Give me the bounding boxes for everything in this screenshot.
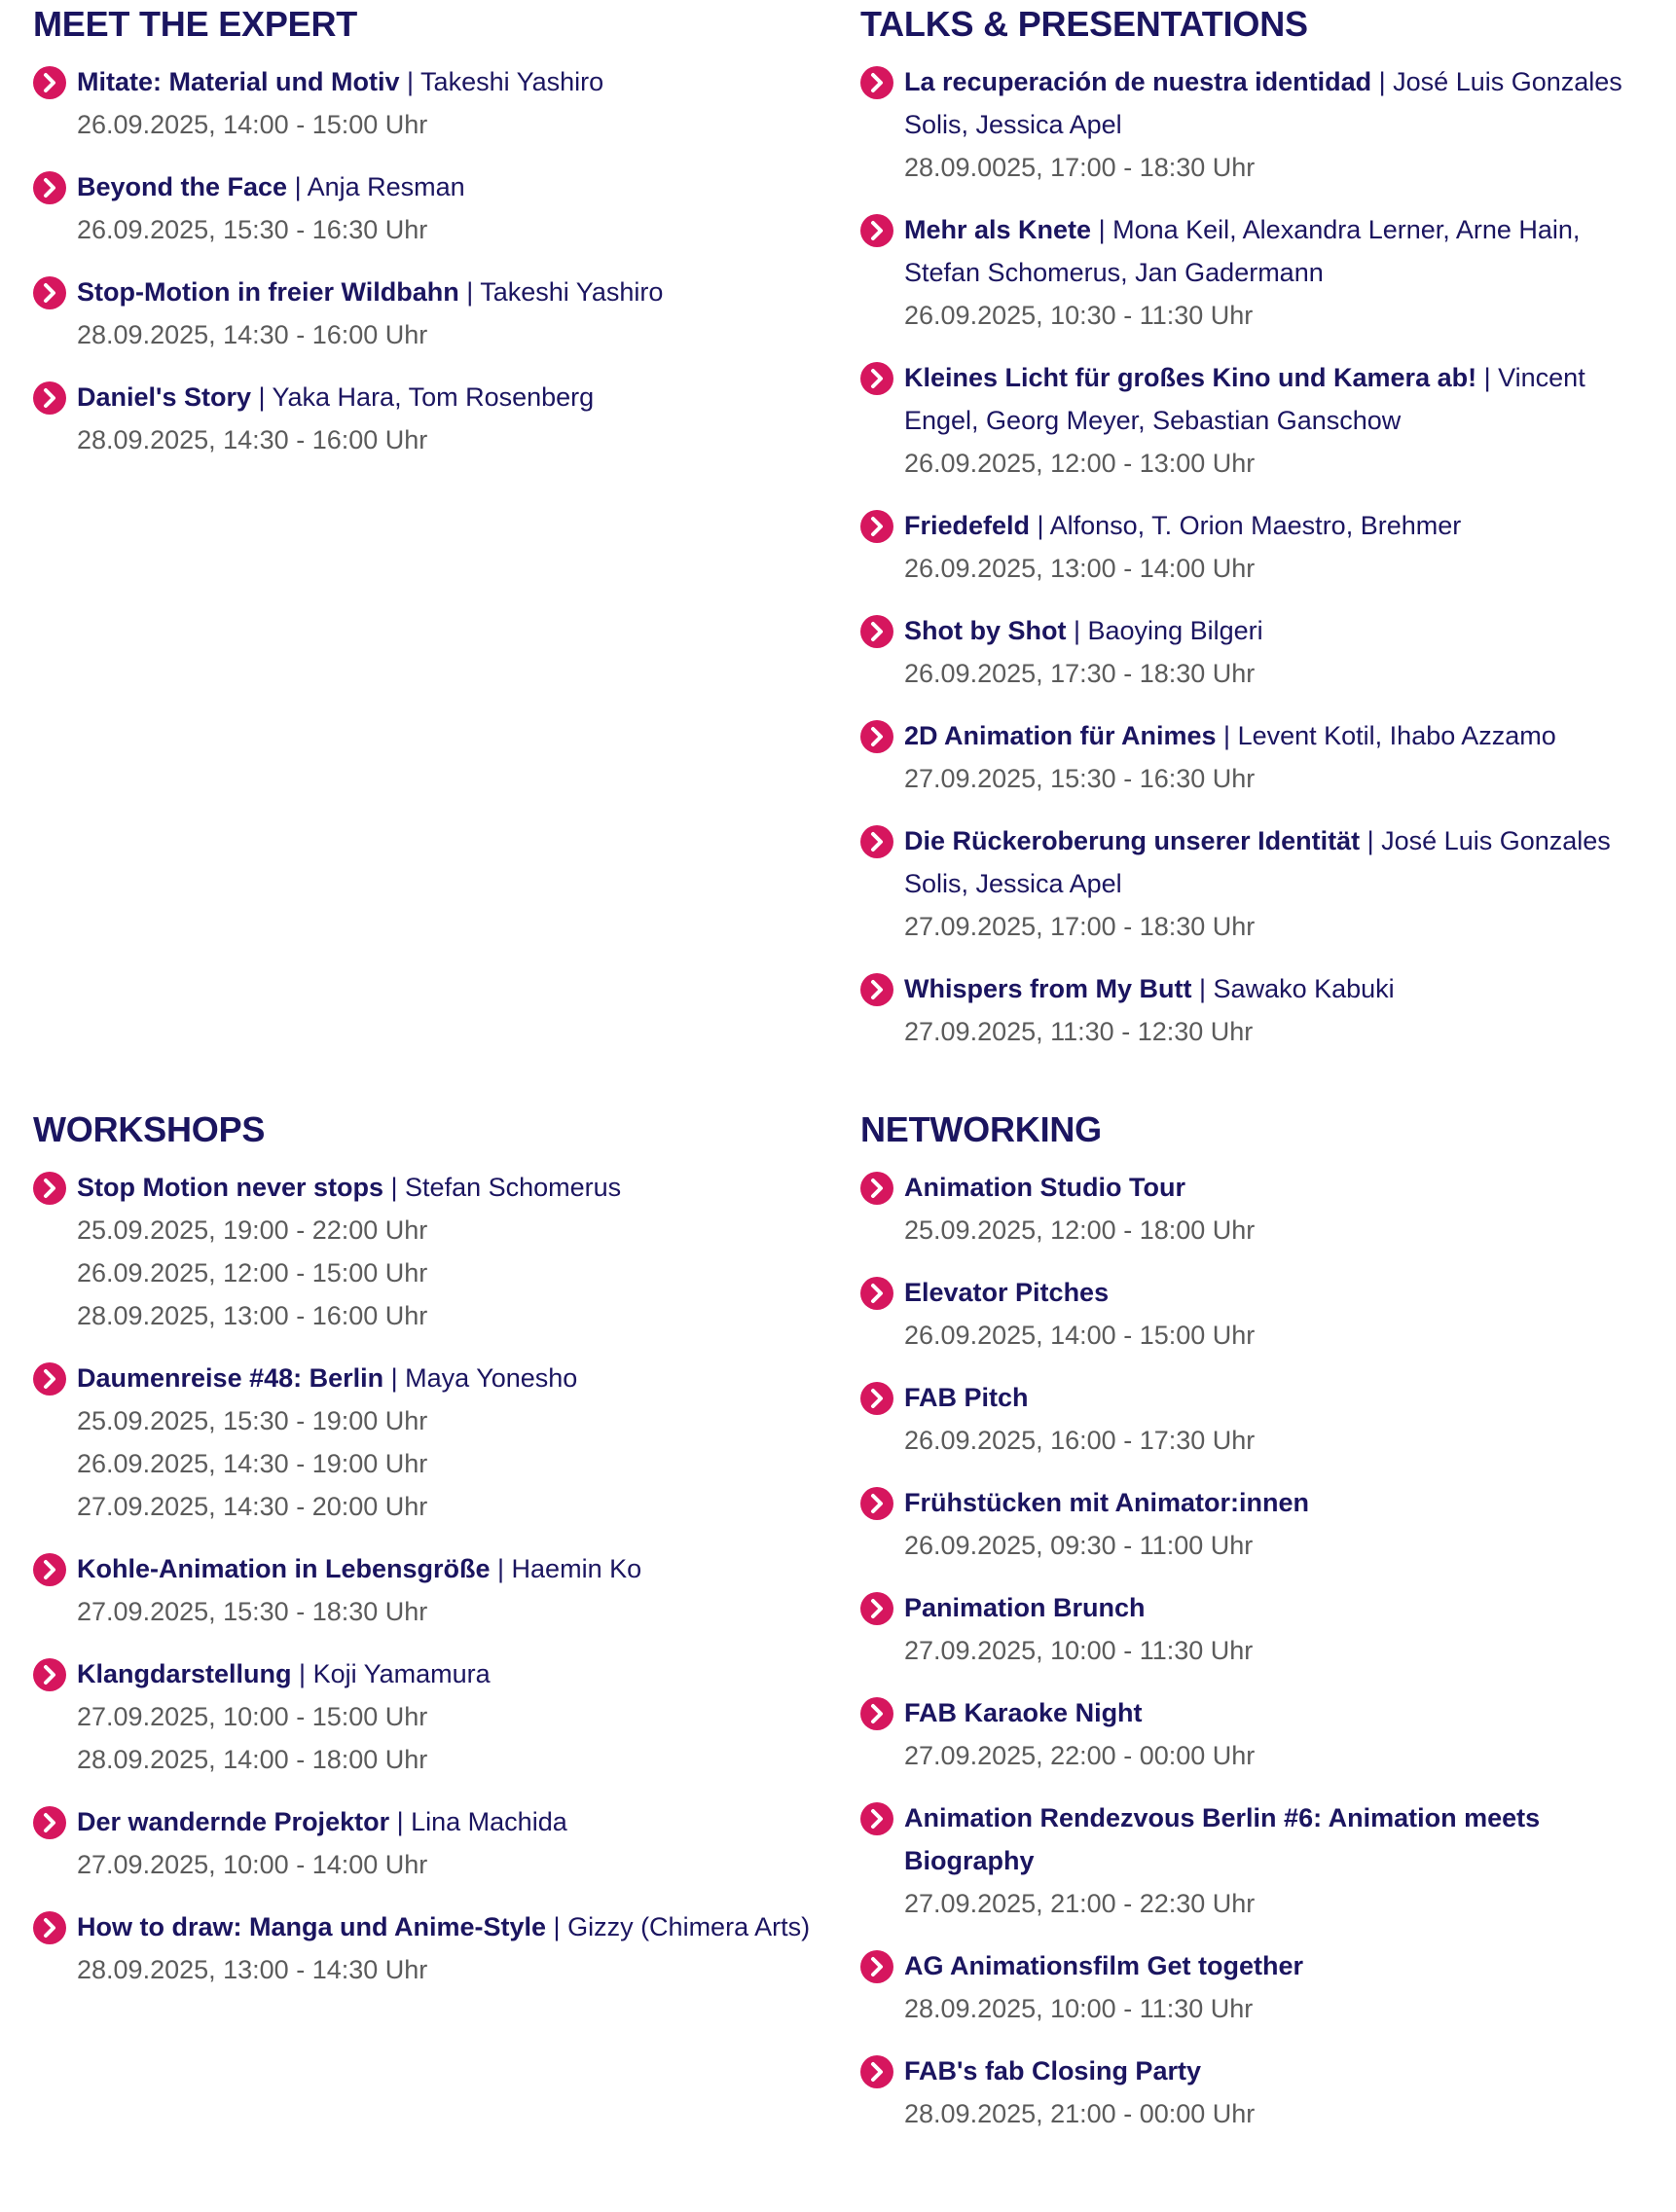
- event-title[interactable]: Animation Studio Tour: [904, 1173, 1185, 1202]
- event-title[interactable]: AG Animationsfilm Get together: [904, 1951, 1304, 1980]
- chevron-right-circle-icon: [860, 1802, 893, 1835]
- chevron-right-circle-icon: [860, 2055, 893, 2088]
- event-title[interactable]: Frühstücken mit Animator:innen: [904, 1488, 1310, 1517]
- chevron-right-circle-icon: [860, 66, 893, 99]
- event-date: 27.09.2025, 15:30 - 16:30 Uhr: [904, 764, 1256, 793]
- event-title[interactable]: Die Rückeroberung unserer Identität: [904, 826, 1361, 855]
- event-separator: |: [291, 1659, 313, 1688]
- event-heading: [77, 1800, 567, 1843]
- event-date: 27.09.2025, 22:00 - 00:00 Uhr: [904, 1741, 1256, 1770]
- event-date: 26.09.2025, 10:30 - 11:30 Uhr: [904, 301, 1254, 330]
- event-heading: [77, 376, 594, 418]
- event-heading: [904, 819, 1644, 905]
- event-date: 27.09.2025, 14:30 - 20:00 Uhr: [77, 1492, 428, 1521]
- event-people: Haemin Ko: [511, 1554, 642, 1583]
- event-heading: [904, 967, 1395, 1010]
- event-date: 27.09.2025, 15:30 - 18:30 Uhr: [77, 1597, 428, 1626]
- event-people: Yaka Hara, Tom Rosenberg: [272, 382, 595, 412]
- section-title: WORKSHOPS: [33, 1109, 266, 1149]
- event-title[interactable]: Stop Motion never stops: [77, 1173, 384, 1202]
- section-title: NETWORKING: [860, 1109, 1102, 1149]
- event-people: Koji Yamamura: [312, 1659, 491, 1688]
- event-title[interactable]: Mitate: Material und Motiv: [77, 67, 400, 96]
- event-date: 26.09.2025, 16:00 - 17:30 Uhr: [904, 1426, 1256, 1455]
- event-title[interactable]: How to draw: Manga und Anime-Style: [77, 1912, 547, 1941]
- chevron-right-circle-icon: [33, 66, 66, 99]
- event-heading: [77, 1547, 641, 1590]
- event-heading: [904, 60, 1644, 146]
- chevron-right-circle-icon: [860, 214, 893, 247]
- event-title[interactable]: Mehr als Knete: [904, 215, 1092, 244]
- event-heading: [904, 1166, 1185, 1209]
- event-date: 28.09.2025, 14:00 - 18:00 Uhr: [77, 1745, 428, 1774]
- event-date: 28.09.0025, 17:00 - 18:30 Uhr: [904, 153, 1256, 182]
- event-date: 28.09.2025, 21:00 - 00:00 Uhr: [904, 2099, 1256, 2128]
- event-title[interactable]: Animation Rendezvous Berlin #6: Animation meets Biography: [904, 1803, 1541, 1875]
- event-heading: [904, 2049, 1201, 2092]
- event-separator: |: [546, 1912, 568, 1941]
- event-date: 26.09.2025, 09:30 - 11:00 Uhr: [904, 1531, 1254, 1560]
- event-heading: [904, 208, 1605, 294]
- chevron-right-circle-icon: [860, 1697, 893, 1730]
- event-people: Baoying Bilgeri: [1087, 616, 1263, 645]
- event-title[interactable]: Klangdarstellung: [77, 1659, 292, 1688]
- chevron-right-circle-icon: [33, 1806, 66, 1839]
- event-date: 27.09.2025, 10:00 - 15:00 Uhr: [77, 1702, 428, 1731]
- event-people: Takeshi Yashiro: [480, 277, 664, 307]
- event-people: Vincent Engel, Georg Meyer, Sebastian Ganschow: [904, 363, 1585, 435]
- event-date: 27.09.2025, 10:00 - 14:00 Uhr: [77, 1850, 428, 1879]
- event-heading: [77, 1166, 621, 1209]
- chevron-right-circle-icon: [860, 615, 893, 648]
- event-title[interactable]: FAB Pitch: [904, 1383, 1029, 1412]
- chevron-right-circle-icon: [860, 1382, 893, 1415]
- event-people: Anja Resman: [307, 172, 465, 201]
- event-separator: |: [458, 277, 481, 307]
- event-date: 27.09.2025, 21:00 - 22:30 Uhr: [904, 1889, 1256, 1918]
- chevron-right-circle-icon: [33, 1362, 66, 1396]
- event-people: Gizzy (Chimera Arts): [567, 1912, 811, 1941]
- event-date: 26.09.2025, 14:00 - 15:00 Uhr: [904, 1321, 1256, 1350]
- event-date: 27.09.2025, 10:00 - 11:30 Uhr: [904, 1636, 1254, 1665]
- event-date: 27.09.2025, 17:00 - 18:30 Uhr: [904, 912, 1256, 941]
- event-date: 28.09.2025, 10:00 - 11:30 Uhr: [904, 1994, 1254, 2023]
- event-title[interactable]: 2D Animation für Animes: [904, 721, 1217, 750]
- event-title[interactable]: Der wandernde Projektor: [77, 1807, 390, 1836]
- event-title[interactable]: Friedefeld: [904, 511, 1031, 540]
- chevron-right-circle-icon: [860, 1950, 893, 1983]
- chevron-right-circle-icon: [860, 1172, 893, 1205]
- event-people: Takeshi Yashiro: [420, 67, 604, 96]
- event-people: Mona Keil, Alexandra Lerner, Arne Hain, Stefan Schomerus, Jan Gadermann: [904, 215, 1581, 287]
- event-title[interactable]: Daumenreise #48: Berlin: [77, 1363, 384, 1393]
- event-heading: [904, 714, 1556, 757]
- chevron-right-circle-icon: [33, 1172, 66, 1205]
- event-title[interactable]: FAB Karaoke Night: [904, 1698, 1143, 1727]
- event-date: 28.09.2025, 14:30 - 16:00 Uhr: [77, 320, 428, 349]
- event-separator: |: [250, 382, 273, 412]
- event-heading: [904, 609, 1263, 652]
- event-separator: |: [1476, 363, 1499, 392]
- event-heading: [904, 1271, 1109, 1314]
- event-date: 28.09.2025, 14:30 - 16:00 Uhr: [77, 425, 428, 454]
- event-people: Lina Machida: [411, 1807, 567, 1836]
- event-date: 28.09.2025, 13:00 - 16:00 Uhr: [77, 1301, 428, 1330]
- event-title[interactable]: Shot by Shot: [904, 616, 1067, 645]
- event-people: José Luis Gonzales Solis, Jessica Apel: [904, 826, 1611, 898]
- event-date: 28.09.2025, 13:00 - 14:30 Uhr: [77, 1955, 428, 1984]
- event-separator: |: [490, 1554, 512, 1583]
- event-separator: |: [1216, 721, 1238, 750]
- chevron-right-circle-icon: [33, 381, 66, 415]
- event-people: Alfonso, T. Orion Maestro, Brehmer: [1049, 511, 1462, 540]
- event-heading: [77, 1652, 491, 1695]
- event-date: 26.09.2025, 17:30 - 18:30 Uhr: [904, 659, 1256, 688]
- event-separator: |: [389, 1807, 412, 1836]
- chevron-right-circle-icon: [33, 1911, 66, 1944]
- chevron-right-circle-icon: [33, 276, 66, 309]
- chevron-right-circle-icon: [860, 973, 893, 1006]
- event-heading: [77, 1905, 810, 1948]
- section-title: TALKS & PRESENTATIONS: [860, 4, 1308, 44]
- chevron-right-circle-icon: [860, 1487, 893, 1520]
- event-heading: [904, 504, 1461, 547]
- event-separator: |: [383, 1363, 406, 1393]
- chevron-right-circle-icon: [860, 362, 893, 395]
- event-title[interactable]: Whispers from My Butt: [904, 974, 1192, 1003]
- chevron-right-circle-icon: [33, 1553, 66, 1586]
- event-people: Maya Yonesho: [405, 1363, 578, 1393]
- event-heading: [904, 1376, 1029, 1419]
- event-date: 26.09.2025, 14:00 - 15:00 Uhr: [77, 110, 428, 139]
- event-title[interactable]: Elevator Pitches: [904, 1278, 1110, 1307]
- event-heading: [77, 60, 603, 103]
- event-date: 26.09.2025, 14:30 - 19:00 Uhr: [77, 1449, 428, 1478]
- event-date: 26.09.2025, 12:00 - 13:00 Uhr: [904, 449, 1256, 478]
- event-separator: |: [1191, 974, 1214, 1003]
- event-separator: |: [287, 172, 308, 201]
- chevron-right-circle-icon: [860, 510, 893, 543]
- chevron-right-circle-icon: [860, 1592, 893, 1625]
- event-title[interactable]: Kohle-Animation in Lebensgröße: [77, 1554, 491, 1583]
- event-title[interactable]: Daniel's Story: [77, 382, 251, 412]
- event-heading: [904, 1796, 1566, 1882]
- event-title[interactable]: Beyond the Face: [77, 172, 288, 201]
- event-title[interactable]: Panimation Brunch: [904, 1593, 1146, 1622]
- event-people: Levent Kotil, Ihabo Azzamo: [1237, 721, 1556, 750]
- section-title: MEET THE EXPERT: [33, 4, 358, 44]
- event-date: 25.09.2025, 15:30 - 19:00 Uhr: [77, 1406, 428, 1435]
- event-title[interactable]: Kleines Licht für großes Kino und Kamera ab!: [904, 363, 1477, 392]
- event-title[interactable]: La recuperación de nuestra identidad: [904, 67, 1372, 96]
- event-heading: [904, 356, 1605, 442]
- event-heading: [904, 1481, 1309, 1524]
- event-date: 26.09.2025, 13:00 - 14:00 Uhr: [904, 554, 1256, 583]
- event-separator: |: [1360, 826, 1382, 855]
- event-date: 27.09.2025, 11:30 - 12:30 Uhr: [904, 1017, 1254, 1046]
- event-separator: |: [399, 67, 421, 96]
- chevron-right-circle-icon: [33, 171, 66, 204]
- event-heading: [77, 165, 465, 208]
- chevron-right-circle-icon: [33, 1658, 66, 1691]
- chevron-right-circle-icon: [860, 1277, 893, 1310]
- event-title[interactable]: Stop-Motion in freier Wildbahn: [77, 277, 459, 307]
- event-people: Sawako Kabuki: [1213, 974, 1395, 1003]
- event-title[interactable]: FAB's fab Closing Party: [904, 2056, 1201, 2085]
- event-separator: |: [1030, 511, 1050, 540]
- event-heading: [77, 271, 663, 313]
- event-people: José Luis Gonzales Solis, Jessica Apel: [904, 67, 1622, 139]
- event-separator: |: [1371, 67, 1394, 96]
- event-people: Stefan Schomerus: [405, 1173, 622, 1202]
- event-heading: [904, 1944, 1303, 1987]
- event-heading: [77, 1357, 577, 1399]
- event-date: 26.09.2025, 15:30 - 16:30 Uhr: [77, 215, 428, 244]
- event-date: 25.09.2025, 12:00 - 18:00 Uhr: [904, 1215, 1256, 1245]
- event-separator: |: [1066, 616, 1088, 645]
- event-separator: |: [1091, 215, 1113, 244]
- chevron-right-circle-icon: [860, 825, 893, 858]
- chevron-right-circle-icon: [860, 720, 893, 753]
- event-separator: |: [383, 1173, 406, 1202]
- event-heading: [904, 1586, 1146, 1629]
- event-heading: [904, 1691, 1143, 1734]
- event-date: 25.09.2025, 19:00 - 22:00 Uhr: [77, 1215, 428, 1245]
- event-date: 26.09.2025, 12:00 - 15:00 Uhr: [77, 1258, 428, 1287]
